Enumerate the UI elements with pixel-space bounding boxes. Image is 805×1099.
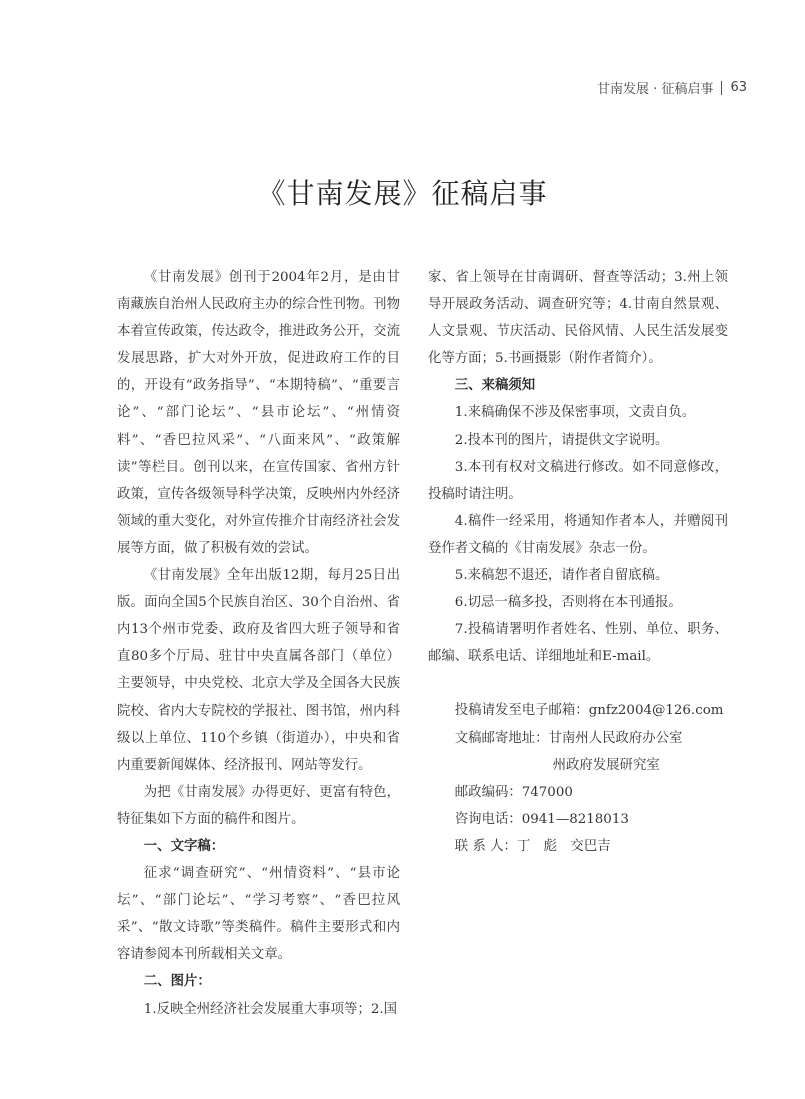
section-label: 甘南发展 · 征稿启事 <box>597 82 714 97</box>
publication-paragraph: 《甘南发展》全年出版12期，每月25日出版。面向全国5个民族自治区、30个自治州、省内13个州市党委、政府及省四大班子领导和省直80多个厅局、驻甘中央直属各部门（单位）主要领导，中央党校、北京大学及全国各大民族院校、省内大专院校的学报社、图书馆，州内科级以上单位、110个乡镇（街道办），中央和省内重要新闻媒体、经济报刊、网站等发行。 <box>117 568 400 773</box>
phone-line: 咨询电话：0941—8218013 <box>454 811 629 827</box>
right-column <box>428 264 728 860</box>
intro-paragraph: 《甘南发展》创刊于2004年2月，是由甘南藏族自治州人民政府主办的综合性刊物。刊物本着宣传政策，传达政令，推进政务公开，交流发展思路，扩大对外开放，促进政府工作的目的，开设有“政务指导”、“本期特稿”、“重要言论”、“部门论坛”、“县市论坛”、“州情资料”、“香巴拉风采”、“八面来风”、“政策解读”等栏目。创刊以来，在宣传国家、省州方针政策，宣传各级领导科学决策，反映州内外经济领域的重大变化，对外宣传推介甘南经济社会发展等方面，做了积极有效的尝试。 <box>117 270 400 556</box>
notice-item: 3.本刊有权对文稿进行修改。如不同意修改，投稿时请注明。 <box>428 459 728 502</box>
notice-item: 2.投本刊的图片，请提供文字说明。 <box>454 432 669 448</box>
email-line: 投稿请发至电子邮箱：gnfz2004@126.com <box>454 703 724 719</box>
section-heading-images: 二、图片： <box>143 973 211 990</box>
images-paragraph-continued: 家、省上领导在甘南调研、督查等活动；3.州上领导开展政务活动、调查研究等；4.甘南自然景观、人文景观、节庆活动、民俗风情、人民生活发展变化等方面；5.书画摄影（附作者简介）。 <box>428 270 728 367</box>
notice-item: 1.来稿确保不涉及保密事项，文责自负。 <box>454 405 696 421</box>
page-title: 《甘南发展》征稿启事 <box>257 177 548 210</box>
running-header <box>597 78 747 97</box>
notice-item: 5.来稿恕不退还，请作者自留底稿。 <box>454 568 669 584</box>
left-column <box>117 264 400 1023</box>
text-submission-paragraph: 征求“调查研究”、“州情资料”、“县市论坛”、“部门论坛”、“学习考察”、“香巴拉风采”、“散文诗歌”等类稿件。稿件主要形式和内容请参阅本刊所载相关文章。 <box>117 866 400 963</box>
page-number: 63 <box>730 80 747 95</box>
postcode-line: 邮政编码：747000 <box>454 784 573 800</box>
section-heading-notice: 三、来稿须知 <box>454 377 536 394</box>
notice-item: 4.稿件一经采用，将通知作者本人，并赠阅刊登作者文稿的《甘南发展》杂志一份。 <box>428 513 728 556</box>
notice-item: 6.切忌一稿多投，否则将在本刊通报。 <box>454 595 682 611</box>
address-line: 文稿邮寄地址：甘南州人民政府办公室 <box>454 730 683 746</box>
call-paragraph: 为把《甘南发展》办得更好、更富有特色，特征集如下方面的稿件和图片。 <box>117 784 400 827</box>
contact-block <box>428 697 728 860</box>
section-heading-text: 一、文字稿： <box>143 837 225 854</box>
notice-item: 7.投稿请署明作者姓名、性别、单位、职务、邮编、联系电话、详细地址和E-mail。 <box>428 622 728 665</box>
address-line-2: 州政府发展研究室 <box>552 757 660 773</box>
contacts-line: 联 系 人：丁 彪 交巴吉 <box>454 838 611 854</box>
header-divider <box>721 81 722 95</box>
images-paragraph-start: 1.反映全州经济社会发展重大事项等；2.国 <box>143 1001 397 1017</box>
